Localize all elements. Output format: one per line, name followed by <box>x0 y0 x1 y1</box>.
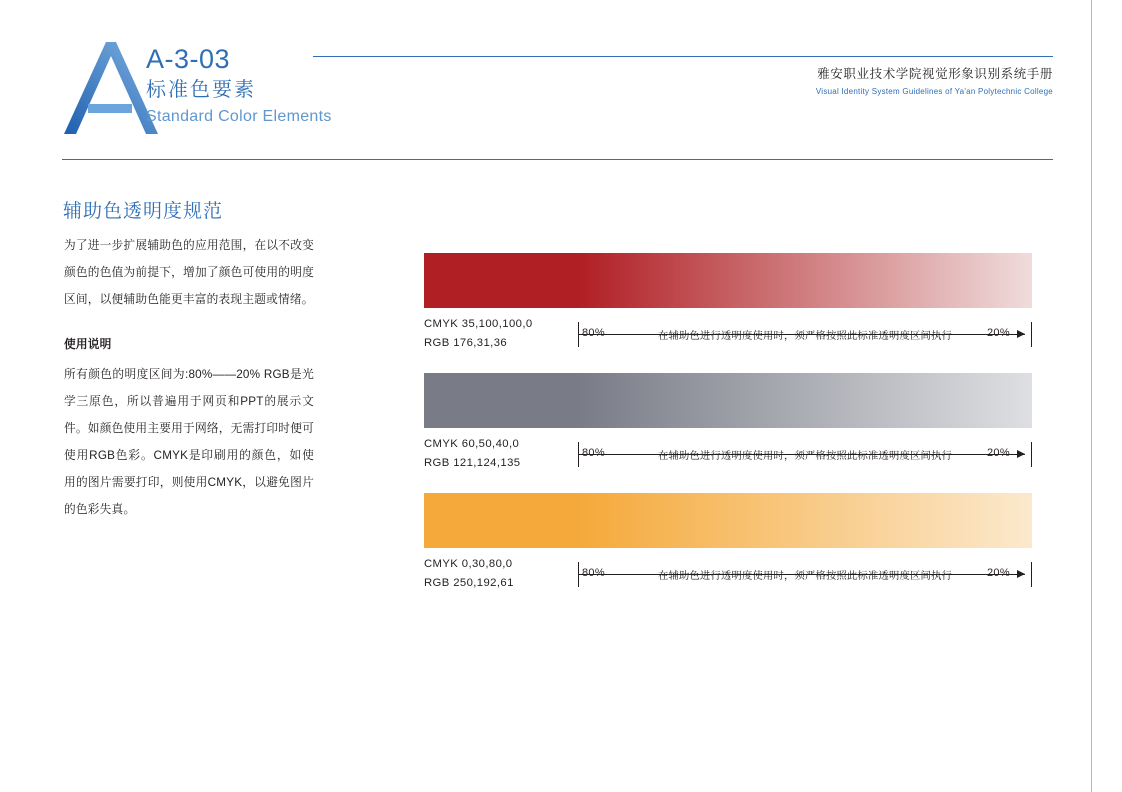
page-title-cn: 标准色要素 <box>146 79 256 101</box>
solid-swatch <box>424 373 578 428</box>
ruler-start-label: 80% <box>582 567 605 579</box>
color-gradient-bar <box>424 493 1032 548</box>
ruler-note: 在辅助色进行透明度使用时，须严格按照此标准透明度区间执行 <box>658 331 952 342</box>
ruler-start-label: 80% <box>582 327 605 339</box>
swatch-group <box>424 373 1039 493</box>
swatch-cmyk: CMYK 0,30,80,0 <box>424 558 513 570</box>
swatch-rgb: RGB 176,31,36 <box>424 337 508 349</box>
swatch-group <box>424 253 1039 373</box>
swatch-cmyk: CMYK 60,50,40,0 <box>424 438 520 450</box>
header-manual-titles <box>816 66 1053 98</box>
left-text-column <box>64 232 314 523</box>
swatch-color-values <box>424 555 514 593</box>
solid-swatch <box>424 253 578 308</box>
gradient-swatch <box>578 373 1032 428</box>
swatch-group <box>424 493 1039 613</box>
page-title-en: Standard Color Elements <box>146 108 332 125</box>
opacity-range-ruler <box>578 316 1032 352</box>
swatch-cmyk: CMYK 35,100,100,0 <box>424 318 533 330</box>
section-title: 辅助色透明度规范 <box>63 201 224 222</box>
header-top-rule <box>313 56 1053 57</box>
page-header <box>0 0 1122 170</box>
page-code: A-3-03 <box>146 44 231 74</box>
manual-title-en: Visual Identity System Guidelines of Ya'an Polytechnic College <box>815 87 1053 96</box>
solid-swatch <box>424 493 578 548</box>
gradient-swatch <box>578 493 1032 548</box>
swatch-list <box>424 253 1039 613</box>
usage-subheading: 使用说明 <box>64 338 112 351</box>
opacity-range-ruler <box>578 436 1032 472</box>
header-bottom-rule <box>62 159 1053 160</box>
color-gradient-bar <box>424 373 1032 428</box>
intro-paragraph: 为了进一步扩展辅助色的应用范围，在以不改变颜色的色值为前提下，增加了颜色可使用的明度区间，以便辅助色能更丰富的表现主题或情绪。 <box>64 239 314 306</box>
page-code-block <box>146 44 332 128</box>
gradient-swatch <box>578 253 1032 308</box>
logo-letter-a-icon <box>62 42 158 134</box>
ruler-end-label: 20% <box>987 327 1010 339</box>
ruler-note: 在辅助色进行透明度使用时，须严格按照此标准透明度区间执行 <box>658 571 952 582</box>
manual-title-cn: 雅安职业技术学院视觉形象识别系统手册 <box>817 67 1053 81</box>
swatch-rgb: RGB 250,192,61 <box>424 577 514 589</box>
opacity-range-ruler <box>578 556 1032 592</box>
ruler-end-label: 20% <box>987 567 1010 579</box>
swatch-rgb: RGB 121,124,135 <box>424 457 521 469</box>
swatch-color-values <box>424 435 520 473</box>
ruler-end-label: 20% <box>987 447 1010 459</box>
ruler-start-label: 80% <box>582 447 605 459</box>
swatch-color-values <box>424 315 533 353</box>
color-gradient-bar <box>424 253 1032 308</box>
usage-paragraph: 所有颜色的明度区间为:80%——20% RGB是光学三原色，所以普遍用于网页和PPT的展示文件。如颜色使用主要用于网络，无需打印时便可使用RGB色彩。CMYK是印刷用的颜色，如使用的图片需要打印，则使用CMYK，以避免图片的色彩失真。 <box>64 368 314 516</box>
ruler-note: 在辅助色进行透明度使用时，须严格按照此标准透明度区间执行 <box>658 451 952 462</box>
